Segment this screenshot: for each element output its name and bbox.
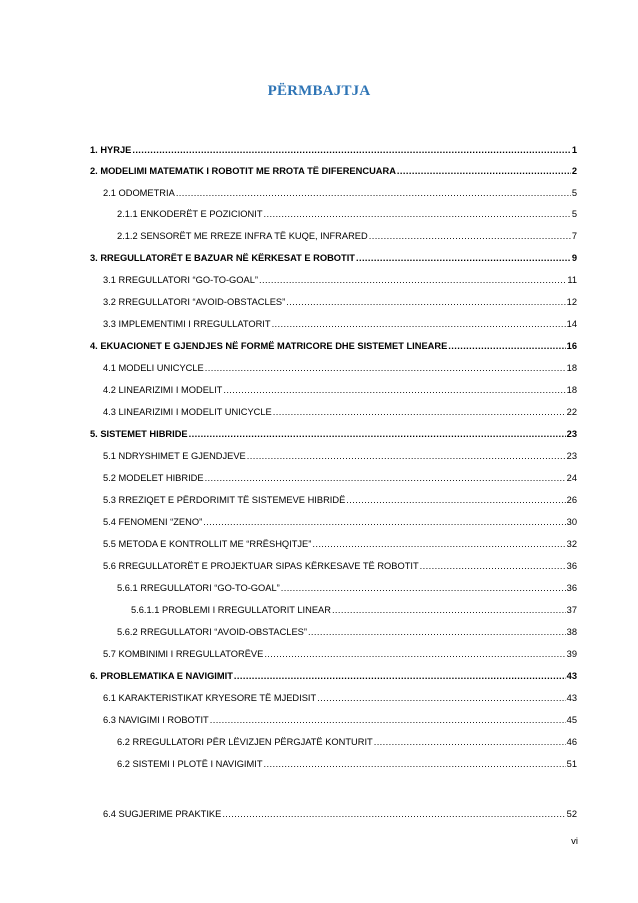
toc-leader-dots — [264, 647, 565, 661]
toc-leader-dots — [448, 339, 565, 353]
toc-entry-label: 6.4 SUGJERIME PRAKTIKE — [103, 809, 222, 819]
toc-entry[interactable] — [117, 229, 577, 243]
toc-entry-page: 5 — [571, 209, 577, 219]
toc-entry-label: 4.2 LINEARIZIMI I MODELIT — [103, 385, 223, 395]
toc-leader-dots — [420, 559, 566, 573]
toc-entry[interactable] — [103, 273, 577, 287]
toc-entry[interactable] — [90, 669, 577, 683]
toc-entry-page: 5 — [571, 188, 577, 198]
toc-entry-label: 5. SISTEMET HIBRIDE — [90, 429, 188, 439]
toc-entry-page: 1 — [571, 145, 577, 155]
toc-entry-label: 6. PROBLEMATIKA E NAVIGIMIT — [90, 671, 233, 681]
toc-leader-dots — [369, 229, 571, 243]
toc-entry-page: 38 — [566, 627, 577, 637]
toc-leader-dots — [286, 295, 565, 309]
toc-entry-label: 5.6 RREGULLATORËT E PROJEKTUAR SIPAS KËRKESAVE TË ROBOTIT — [103, 561, 419, 571]
toc-entry-label: 5.2 MODELET HIBRIDE — [103, 473, 204, 483]
toc-leader-dots — [308, 625, 566, 639]
toc-leader-dots — [264, 207, 571, 221]
toc-entry-page: 22 — [566, 407, 577, 417]
toc-leader-dots — [247, 449, 566, 463]
toc-entry-label: 5.6.1.1 PROBLEMI I RREGULLATORIT LINEAR — [131, 605, 331, 615]
toc-entry-page: 23 — [566, 429, 577, 439]
toc-entry[interactable] — [117, 625, 577, 639]
toc-entry-label: 6.2 SISTEMI I PLOTË I NAVIGIMIT — [117, 759, 263, 769]
toc-entry-page: 51 — [566, 759, 577, 769]
toc-entry-page: 7 — [571, 231, 577, 241]
toc-entry[interactable] — [103, 317, 577, 331]
toc-entry[interactable] — [103, 405, 577, 419]
toc-entry-page: 43 — [566, 671, 577, 681]
toc-entry-label: 4. EKUACIONET E GJENDJES NË FORMË MATRICORE DHE SISTEMET LINEARE — [90, 341, 448, 351]
toc-leader-dots — [203, 515, 565, 529]
toc-leader-dots — [346, 493, 565, 507]
toc-entry-label: 5.5 METODA E KONTROLLIT ME “RRËSHQITJE” — [103, 539, 312, 549]
toc-entry[interactable] — [117, 757, 577, 771]
toc-entry-page: 11 — [567, 275, 577, 285]
toc-leader-dots — [189, 427, 566, 441]
toc-entry-page: 32 — [566, 539, 577, 549]
toc-entry-page: 36 — [566, 583, 577, 593]
toc-entry[interactable] — [103, 807, 577, 821]
toc-entry-label: 6.1 KARAKTERISTIKAT KRYESORE TË MJEDISIT — [103, 693, 317, 703]
toc-entry-page: 30 — [566, 517, 577, 527]
toc-leader-dots — [205, 471, 566, 485]
toc-leader-dots — [317, 691, 565, 705]
toc-entry[interactable] — [131, 603, 577, 617]
toc-entry-label: 2.1 ODOMETRIA — [103, 188, 175, 198]
toc-entry-label: 4.3 LINEARIZIMI I MODELIT UNICYCLE — [103, 407, 272, 417]
toc-entry[interactable] — [103, 691, 577, 705]
toc-entry-page: 46 — [566, 737, 577, 747]
toc-entry-page: 14 — [566, 319, 577, 329]
toc-leader-dots — [356, 251, 571, 265]
toc-entry-page: 26 — [566, 495, 577, 505]
toc-entry[interactable] — [103, 449, 577, 463]
toc-entry[interactable] — [103, 559, 577, 573]
toc-entry-label: 2.1.1 ENKODERËT E POZICIONIT — [117, 209, 263, 219]
toc-leader-dots — [281, 581, 566, 595]
toc-entry-label: 5.1 NDRYSHIMET E GJENDJEVE — [103, 451, 246, 461]
toc-entry-page: 45 — [566, 715, 577, 725]
toc-entry-label: 5.6.2 RREGULLATORI “AVOID-OBSTACLES” — [117, 627, 307, 637]
toc-entry-label: 4.1 MODELI UNICYCLE — [103, 363, 204, 373]
toc-entry[interactable] — [117, 735, 577, 749]
toc-leader-dots — [397, 164, 571, 178]
toc-entry-label: 5.3 RREZIQET E PËRDORIMIT TË SISTEMEVE HIBRIDË — [103, 495, 346, 505]
toc-entry-label: 6.2 RREGULLATORI PËR LËVIZJEN PËRGJATË KONTURIT — [117, 737, 373, 747]
toc-leader-dots — [264, 757, 566, 771]
toc-entry-label: 2. MODELIMI MATEMATIK I ROBOTIT ME RROTA TË DIFERENCUARA — [90, 166, 396, 176]
toc-entry[interactable] — [103, 361, 577, 375]
toc-entry[interactable] — [90, 427, 577, 441]
toc-entry[interactable] — [90, 251, 577, 265]
toc-entry-page: 12 — [566, 297, 577, 307]
toc-entry-page: 43 — [566, 693, 577, 703]
toc-entry[interactable] — [103, 471, 577, 485]
toc-entry-label: 5.4 FENOMENI “ZENO” — [103, 517, 203, 527]
toc-entry[interactable] — [103, 647, 577, 661]
toc-leader-dots — [332, 603, 566, 617]
toc-entry-page: 18 — [566, 385, 577, 395]
toc-entry-label: 2.1.2 SENSORËT ME RREZE INFRA TË KUQE, INFRARED — [117, 231, 368, 241]
toc-leader-dots — [273, 405, 566, 419]
toc-leader-dots — [210, 713, 566, 727]
toc-leader-dots — [234, 669, 566, 683]
toc-entry-label: 5.6.1 RREGULLATORI “GO-TO-GOAL” — [117, 583, 280, 593]
toc-title: PËRMBAJTJA — [267, 83, 371, 99]
toc-entry[interactable] — [103, 493, 577, 507]
toc-entry-page: 23 — [566, 451, 577, 461]
toc-entry-page: 2 — [571, 166, 577, 176]
toc-entry-label: 5.7 KOMBINIMI I RREGULLATORËVE — [103, 649, 264, 659]
toc-entry[interactable] — [103, 537, 577, 551]
toc-leader-dots — [176, 186, 571, 200]
toc-leader-dots — [272, 317, 566, 331]
toc-entry-page: 9 — [571, 253, 577, 263]
toc-entry[interactable] — [103, 295, 577, 309]
toc-entry-page: 52 — [566, 809, 577, 819]
page-number: vi — [571, 836, 578, 847]
toc-entry[interactable] — [103, 383, 577, 397]
toc-entry-label: 6.3 NAVIGIMI I ROBOTIT — [103, 715, 209, 725]
toc-entry[interactable] — [103, 713, 577, 727]
toc-leader-dots — [312, 537, 565, 551]
toc-entry-label: 1. HYRJE — [90, 145, 132, 155]
toc-leader-dots — [132, 143, 570, 157]
toc-entry[interactable] — [117, 581, 577, 595]
toc-entry[interactable] — [103, 515, 577, 529]
toc-leader-dots — [222, 807, 565, 821]
toc-entry-label: 3.1 RREGULLATORI “GO-TO-GOAL” — [103, 275, 258, 285]
toc-entry-page: 16 — [566, 341, 577, 351]
toc-entry-page: 36 — [566, 561, 577, 571]
toc-entry-page: 39 — [566, 649, 577, 659]
toc-entry[interactable] — [90, 143, 577, 157]
toc-entry[interactable] — [90, 164, 577, 178]
toc-entry-page: 37 — [566, 605, 577, 615]
toc-entry[interactable] — [117, 207, 577, 221]
toc-leader-dots — [205, 361, 566, 375]
toc-entry-label: 3.3 IMPLEMENTIMI I RREGULLATORIT — [103, 319, 271, 329]
toc-entry-page: 18 — [566, 363, 577, 373]
toc-entry-page: 24 — [566, 473, 577, 483]
toc-leader-dots — [374, 735, 566, 749]
toc-entry-label: 3. RREGULLATORËT E BAZUAR NË KËRKESAT E ROBOTIT — [90, 253, 355, 263]
toc-leader-dots — [259, 273, 566, 287]
toc-entry[interactable] — [90, 339, 577, 353]
toc-leader-dots — [223, 383, 565, 397]
toc-entry[interactable] — [103, 186, 577, 200]
toc-entry-label: 3.2 RREGULLATORI “AVOID-OBSTACLES” — [103, 297, 286, 307]
